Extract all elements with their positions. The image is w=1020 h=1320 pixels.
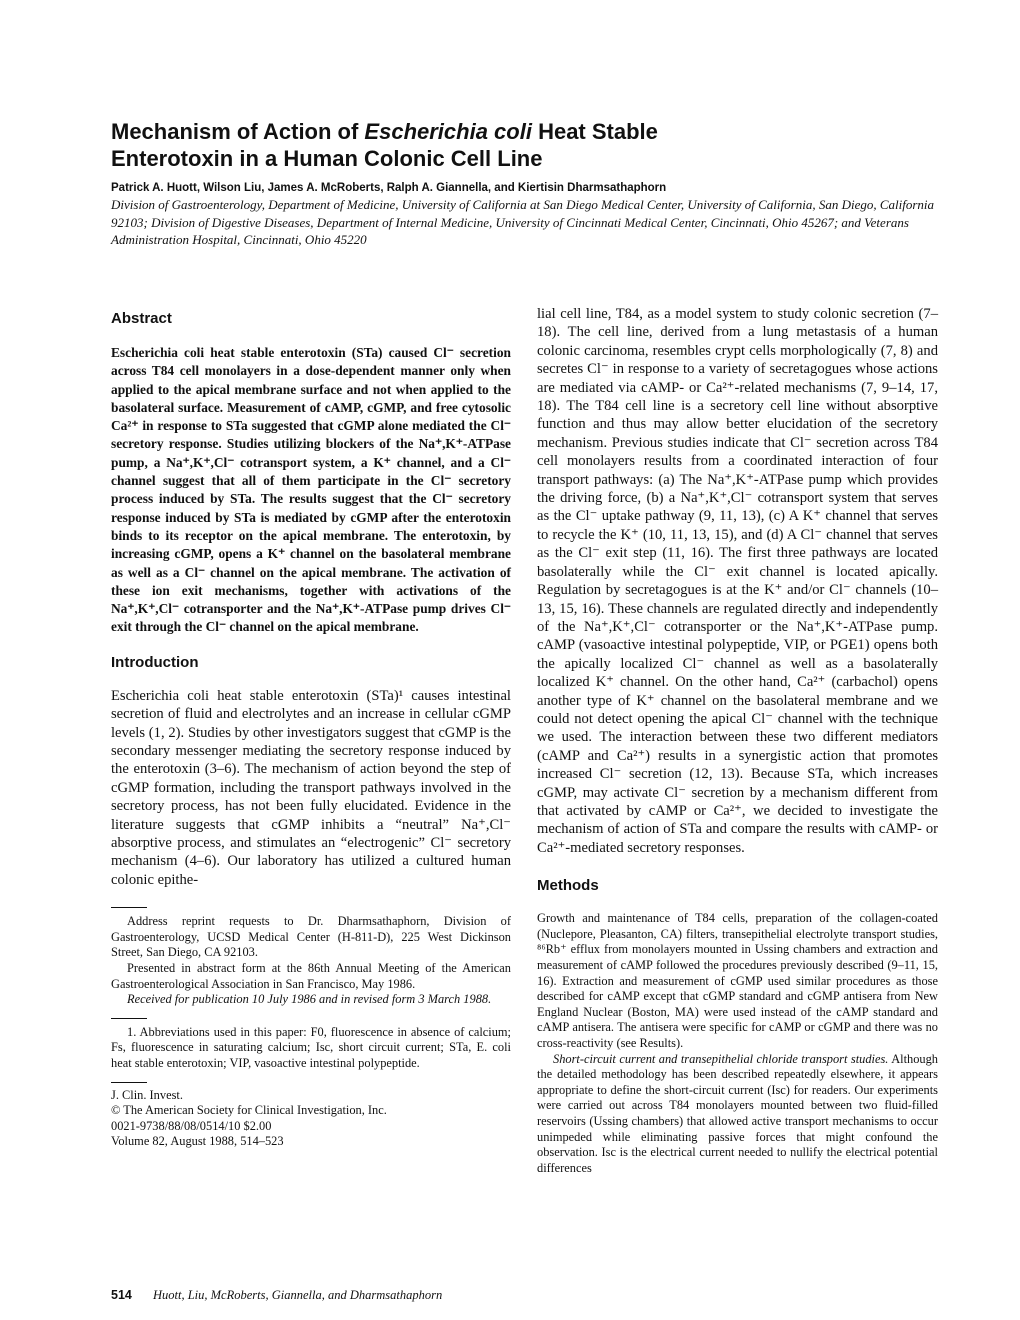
methods-heading: Methods (537, 877, 599, 895)
title-line-2: Enterotoxin in a Human Colonic Cell Line (111, 146, 543, 171)
footnote-reprint: Address reprint requests to Dr. Dharmsathaphorn, Division of Gastroenterology, UCSD Medical Center (H-811-D), 225 West Dickinson Street, San Diego, CA 92103. (111, 914, 511, 960)
footnote-divider-2 (111, 1018, 147, 1019)
right-column (537, 305, 938, 1176)
title-part-a: Mechanism of Action of (111, 119, 365, 144)
journal-info (111, 1088, 511, 1150)
volume-line: Volume 82, August 1988, 514–523 (111, 1134, 284, 1149)
abstract-body: Escherichia coli heat stable enterotoxin (STa) caused Cl⁻ secretion across T84 cell monolayers in a dose-dependent manner only when applied to the apical membrane surface and not when applied to the basolateral surface. Measurement of cAMP, cGMP, and free cytosolic Ca²⁺ in response to STa suggested that cGMP alone mediated the Cl⁻ secretory response. Studies utilizing blockers of the Na⁺,K⁺-ATPase pump, a Na⁺,K⁺,Cl⁻ cotransport system, a K⁺ channel, and a Cl⁻ channel suggest that all of them participate in the Cl⁻ secretory process induced by STa. The results suggest that the Cl⁻ secretory response induced by STa is mediated by cGMP after the enterotoxin binds to its receptor on the apical membrane. The enterotoxin, by increasing cGMP, opens a K⁺ channel on the basolateral membrane as well as a Cl⁻ channel on the apical membrane. The activation of these ion exit mechanisms, together with activations of the Na⁺,K⁺,Cl⁻ cotransporter and the Na⁺,K⁺-ATPase pump drives Cl⁻ exit through the Cl⁻ channel on the apical membrane. (111, 345, 511, 635)
article-title (111, 118, 931, 172)
left-column (111, 305, 511, 1150)
copyright-line: © The American Society for Clinical Investigation, Inc. (111, 1103, 387, 1118)
methods-paragraph-2-text: Although the detailed methodology has been described repeatedly elsewhere, it appears appropriate to define the short-circuit current (Isc) for readers. Our experiments were carried out across T84 monolayers mounted between two fluid-filled reservoirs (Ussing chambers) that allowed active transport mechanisms to occur unimpeded while eliminating passive forces that might confound the observation. Isc is the electrical current needed to nullify the electrical potential differences (537, 1051, 939, 1175)
methods-subheading: Short-circuit current and transepithelial chloride transport studies. (553, 1051, 889, 1066)
affiliations: Division of Gastroenterology, Department of Medicine, University of California at San Diego Medical Center, University of California, San Diego, California 92103; Division of Digestive Diseases, Department of Internal Medicine, University of Cincinnati Medical Center, Cincinnati, Ohio 45267; and Veterans Administration Hospital, Cincinnati, Ohio 45220 (111, 197, 935, 247)
journal-name: J. Clin. Invest. (111, 1087, 183, 1102)
footnote-presented: Presented in abstract form at the 86th Annual Meeting of the American Gastroenterological Association in San Francisco, May 1986. (111, 961, 511, 991)
footnotes (111, 914, 511, 1150)
author-list: Patrick A. Huott, Wilson Liu, James A. McRoberts, Ralph A. Giannella, and Kiertisin Dharmsathaphorn (111, 182, 667, 194)
page-footer (111, 1287, 711, 1303)
introduction-body-right: lial cell line, T84, as a model system to study colonic secretion (7–18). The cell line, derived from a lung metastasis of a human colonic carcinoma, resembles crypt cells morphologically (7, 8) and secretes Cl⁻ in response to a variety of secretagogues whose actions are mediated via cAMP- or Ca²⁺-related mechanisms (7, 9–14, 17, 18). The T84 cell line is a secretory cell line without absorptive function and thus may allow better elucidation of the secretory mechanism. Previous studies indicate that Cl⁻ secretion across T84 cell monolayers results from a coordinated interaction of four transport pathways: (a) The Na⁺,K⁺-ATPase pump which provides the driving force, (b) a Na⁺,K⁺,Cl⁻ cotransport system that serves as the Cl⁻ uptake pathway (9, 11, 13), (c) A K⁺ channel that serves to recycle the K⁺ (10, 11, 13, 15), and (d) A Cl⁻ channel that serves as the Cl⁻ exit step (11, 16). The first three pathways are located basolaterally while the Cl⁻ exit channel is located apically. Regulation by secretagogues is at the K⁺ and/or Cl⁻ channels (10–13, 15, 16). These channels are regulated directly and independently of the Na⁺,K⁺,Cl⁻ cotransporter or the Na⁺,K⁺-ATPase pump. cAMP (vasoactive intestinal polypeptide, VIP, or PGE1) opens both the apically localized Cl⁻ channel as well as a basolaterally localized K⁺ channel. On the other hand, Ca²⁺ (carbachol) opens another type of K⁺ channel on the basolateral membrane and we could not detect opening the apical Cl⁻ channel with the technique we used. The interaction between these two different mediators (cAMP and Ca²⁺) results in a synergistic action that promotes increased Cl⁻ secretion (12, 13). Because STa, which increases cGMP, may activate Cl⁻ secretion by a mechanism different from that activated by cAMP or Ca²⁺, we decided to investigate the mechanism of action of STa and compare the results with cAMP- or Ca²⁺-mediated secretory responses. (537, 306, 938, 856)
introduction-body-left: Escherichia coli heat stable enterotoxin (STa)¹ causes intestinal secretion of fluid and electrolytes and an increase in cellular cGMP levels (1, 2). Studies by other investigators suggest that cGMP is the secondary messenger mediating the secretory response induced by the enterotoxin (3–6). The mechanism of action beyond the step of cGMP formation, including the transport pathways involved in the secretory process, has not been fully elucidated. Evidence in the literature suggests that cGMP inhibits a “neutral” Na⁺,Cl⁻ absorptive process, and stimulates an “electrogenic” Cl⁻ secretory mechanism (4–6). Our laboratory has utilized a cultured human colonic epithe- (111, 687, 511, 888)
title-part-b: Escherichia coli (364, 119, 532, 144)
page-number: 514 (111, 1288, 132, 1302)
footnote-divider-3 (111, 1082, 147, 1083)
introduction-heading: Introduction (111, 653, 199, 671)
running-head: Huott, Liu, McRoberts, Giannella, and Dharmsathaphorn (152, 1288, 443, 1302)
issn-line: 0021-9738/88/08/0514/10 $2.00 (111, 1118, 272, 1133)
footnote-divider (111, 907, 147, 908)
footnote-abbreviations: 1. Abbreviations used in this paper: F0, fluorescence in absence of calcium; Fs, fluorescence in saturating calcium; Isc, short circuit current; STa, E. coli heat stable enterotoxin; VIP, vasoactive intestinal polypeptide. (111, 1024, 511, 1070)
methods-paragraph-1: Growth and maintenance of T84 cells, preparation of the collagen-coated (Nuclepore, Pleasanton, CA) filters, transepithelial electrolyte transport studies, ⁸⁶Rb⁺ efflux from monolayers mounted in Ussing chambers and extraction and measurement of cAMP followed the procedures previously described (9–11, 15, 16). Extraction and measurement of cGMP used similar procedures as those described for cAMP except that cGMP standard and cGMP antisera from New England Nuclear (Boston, MA) were used instead of the cAMP standard and cAMP antisera. The antisera were specific for cAMP or cGMP and there was no cross-reactivity (see Results). (537, 911, 938, 1050)
footnote-received: Received for publication 10 July 1986 and in revised form 3 March 1988. (127, 992, 492, 1007)
methods-paragraph-2 (537, 1052, 938, 1177)
abstract-heading: Abstract (111, 310, 172, 327)
title-part-c: Heat Stable (531, 119, 658, 144)
